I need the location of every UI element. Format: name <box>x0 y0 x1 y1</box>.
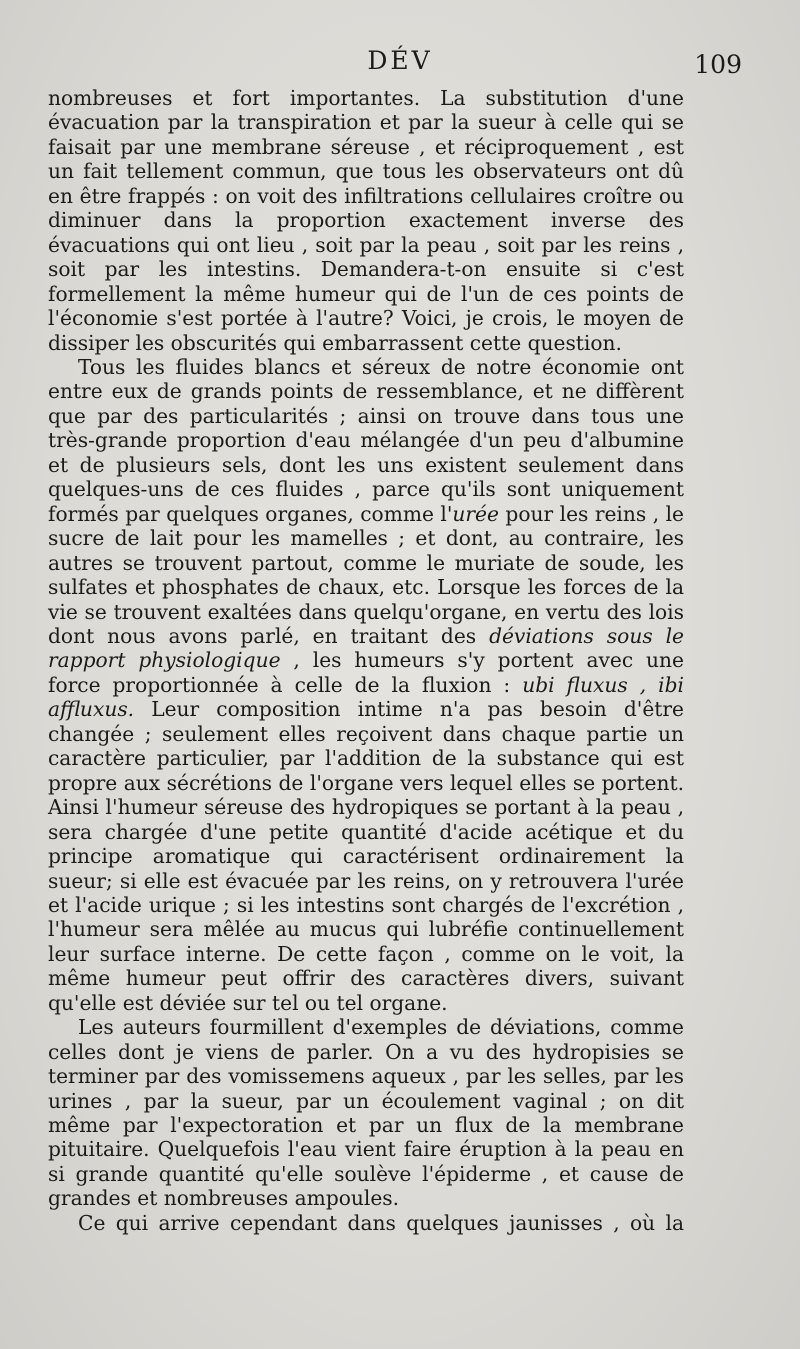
paragraph-1: nombreuses et fort importantes. La substitution d'une évacuation par la transpiration et par la sueur à celle qui se faisait par une membrane séreuse , et réciproquement , est un fait tellement commun, que tous les observateurs ont dû en être frappés : on voit des infiltrations cellulaires croître ou diminuer dans la proportion exactement inverse des évacuations qui ont lieu , soit par la peau , soit par les reins , soit par les intestins. Demandera-t-on ensuite si c'est formellement la même humeur qui de l'un de ces points de l'économie s'est portée à l'autre? Voici, je crois, le moyen de dissiper les obscurités qui embarrassent cette question. <box>48 86 684 355</box>
paragraph-2-text-c: , les humeurs s'y portent avec une force proportionnée à celle de la fluxion : <box>48 648 684 697</box>
paragraph-2-text-a: Tous les fluides blancs et séreux de notre économie ont entre eux de grands points de ressemblance, et ne diffèrent que par des particularités ; ainsi on trouve dans tous une très-grande proportion d'eau mélangée d'un peu d'albumine et de plusieurs sels, dont les uns existent seulement dans quelques-uns de ces fluides , parce qu'ils sont uniquement formés par quelques organes, comme l' <box>48 354 684 526</box>
emphasis-uree: urée <box>452 501 499 526</box>
paragraph-2 <box>48 355 684 1015</box>
paragraph-2-text-b: pour les reins , le sucre de lait pour les mamelles ; et dont, au contraire, les autres se trouvent partout, comme le muriate de soude, les sulfates et phosphates de chaux, etc. Lorsque les forces de la vie se trouvent exaltées dans quelqu'organe, en vertu des lois dont nous avons parlé, en traitant des <box>48 501 684 648</box>
running-head: DÉV <box>367 46 433 75</box>
page-number: 109 <box>694 50 742 79</box>
emphasis-deviations: déviations sous le rapport physiologique <box>48 623 684 673</box>
paragraph-2-text-d: Leur composition intime n'a pas besoin d'être changée ; seulement elles reçoivent dans chaque partie un caractère particulier, par l'addition de la substance qui est propre aux sécrétions de l'organe vers lequel elles se portent. Ainsi l'humeur séreuse des hydropiques se portant à la peau , sera chargée d'une petite quantité d'acide acétique et du principe aromatique qui caractérisent ordinairement la sueur; si elle est évacuée par les reins, on y retrouvera l'urée et l'acide urique ; si les intestins sont chargés de l'excrétion , l'humeur sera mêlée au mucus qui lubréfie continuellement leur surface interne. De cette façon , comme on le voit, la même humeur peut offrir des caractères divers, suivant qu'elle est déviée sur tel ou tel organe. <box>48 697 684 1015</box>
page-header <box>48 46 752 82</box>
body-text <box>48 86 684 1235</box>
paragraph-4: Ce qui arrive cependant dans quelques jaunisses , où la <box>78 1210 684 1235</box>
emphasis-latin-phrase: ubi fluxus , ibi affluxus. <box>48 672 684 722</box>
paragraph-3: Les auteurs fourmillent d'exemples de déviations, comme celles dont je viens de parler. On a vu des hydropisies se terminer par des vomissemens aqueux , par les selles, par les urines , par la sueur, par un écoulement vaginal ; on dit même par l'expectoration et par un flux de la membrane pituitaire. Quelquefois l'eau vient faire éruption à la peau en si grande quantité qu'elle soulève l'épiderme , et cause de grandes et nombreuses ampoules. <box>48 1015 684 1211</box>
